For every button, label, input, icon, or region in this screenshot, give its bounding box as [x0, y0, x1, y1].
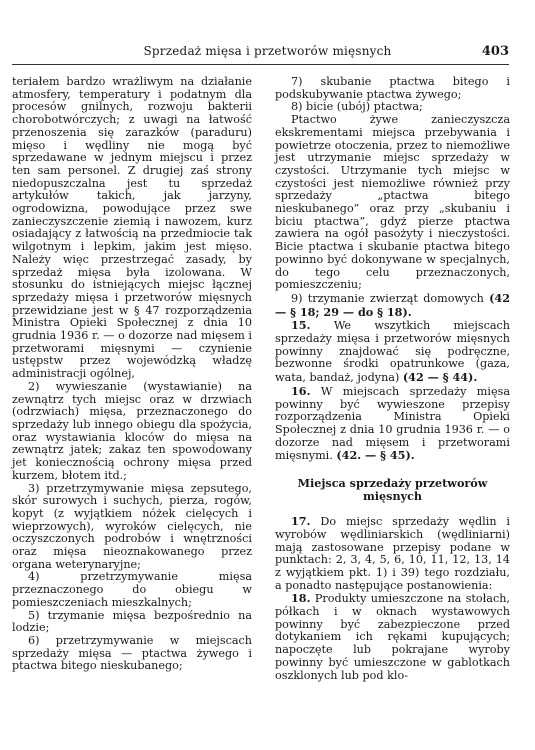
paragraph-16: [275, 385, 510, 463]
list-item-8: 8) bicie (ubój) ptactwa;: [291, 100, 423, 114]
running-title: Sprzedaż mięsa i przetworów mięsnych: [143, 44, 392, 58]
paragraph-18: [275, 592, 510, 682]
header-rule: [12, 64, 509, 65]
paragraph-15: [275, 319, 510, 385]
item-text: 9) trzymanie zwierząt domowych: [291, 291, 484, 305]
right-column: [275, 76, 510, 682]
paragraph-17: [275, 515, 510, 592]
page-number: 403: [481, 44, 509, 59]
page-header: [0, 0, 535, 70]
paragraph: Ptactwo żywe zanieczyszcza ekskrementami miejsca przebywania i powietrze otoczenia, przez to niemożliwe jest utrzymanie miejsc sprzedaży w czystości. Utrzymanie tych miejsc w czystości jest niemożliwe również przy sprzedaży „ptactwa bitego nieskubanego” oraz przy „skubaniu i biciu ptactwa”, gdyż pierze ptactwa zawiera na ogół pasożyty i nieczystości. Bicie ptactwa i skubanie ptactwa bitego powinno być dokonywane w specjalnych, do tego celu przeznaczonych, pomieszczeniu;: [275, 113, 510, 292]
list-item-2: 2) wywieszanie (wystawianie) na zewnątrz tych miejsc oraz w drzwiach (odrzwiach) mięsa, przeznaczonego do sprzedaży lub innego obiegu dla spożycia, oraz wystawiania kloców do mięsa na zewnątrz jatek; zakaz ten spowodowany jet koniecznością ochrony mięsa przed kurzem, błotem itd.;: [12, 379, 252, 482]
paragraph-number: 18.: [291, 591, 311, 606]
paragraph-text: Do miejsc sprzedaży wędlin i wyrobów wędliniarskich (wędliniarni) mają zastosowane przepisy podane w punktach: 2, 3, 4, 5, 6, 10, 11, 12, 13, 14 z wyjątkiem pkt. 1) i 39) tego rozdziału, a ponadto następujące postanowienia:: [275, 515, 510, 592]
list-item-3: 3) przetrzymywanie mięsa zepsutego, skór surowych i suchych, pierza, rogów, kopyt (z wyjątkiem nóżek cielęcych i wieprzowych), wyroków cielęcych, nie oczyszczonych podrobów i wnętrzności oraz mięsa nieoznakowanego przez organa weterynaryjne;: [12, 481, 252, 571]
legal-reference: (42 — § 18; 29 — do § 18).: [275, 290, 511, 319]
paragraph-number: 17.: [291, 514, 311, 529]
paragraph-number: 15.: [291, 318, 311, 333]
list-item-4: 4) przetrzymywanie mięsa przeznaczonego do obiegu w pomieszczeniach mieszkalnych;: [12, 570, 252, 609]
paragraph-text: Produkty umieszczone na stołach, półkach i w oknach wystawowych powinny być zabezpieczone przed dotykaniem ich rękami kupujących; napoczęte lub pokrajane wyroby powinny być umieszczone w gablotkach oszklonych lub pod klo-: [275, 592, 510, 682]
left-column: [12, 76, 252, 673]
list-item-7: 7) skubanie ptactwa bitego i podskubywanie ptactwa żywego;: [275, 75, 510, 101]
paragraph: teriałem bardzo wrażliwym na działanie atmosfery, temperatury i podatnym dla procesów gnilnych, rozwoju bakterii chorobotwórczych; z uwagi na łatwość przenoszenia się zarazków (paraduru) mięso i wędliny nie mogą być sprzedawane w jednym miejscu i przez ten sam personel. Z drugiej zaś strony niedopuszczalna jest tu sprzedaż artykułów takich, jak jarzyny, ogrodowizna, powodujące przez swe zanieczyszczenie ziemią i nawozem, kurz osiadający z łatwością na przedmiocie tak wilgotnym i lepkim, jakim jest mięso. Należy więc przestrzegać zasady, by sprzedaż mięsa była izolowana. W stosunku do istniejących miejsc łącznej sprzedaży mięsa i przetworów mięsnych przewidziane jest w § 47 rozporządzenia Ministra Opieki Społecznej z dnia 10 grudnia 1936 r. — o dozorze nad mięsem i przetworami mięsnymi — czynienie ustępstw przez wojewódzką władzę administracji ogólnej,: [12, 75, 252, 381]
section-heading: Miejsca sprzedaży przetworów mięsnych: [297, 476, 488, 504]
legal-reference: (42. — § 45).: [336, 448, 415, 463]
list-item-5: 5) trzymanie mięsa bezpośrednio na lodzie;: [12, 608, 252, 635]
paragraph-text: We wszytkich miejscach sprzedaży mięsa i przetworów mięsnych powinny znajdować się podręczne, bezwonne środki opatrunkowe (gaza, wata, bandaż, jodyna): [275, 319, 510, 385]
paragraph-number: 16.: [291, 383, 311, 398]
list-item-6: 6) przetrzymywanie w miejscach sprzedaży mięsa — ptactwa żywego i ptactwa bitego nieskubanego;: [12, 633, 252, 673]
legal-reference: (42 — § 44).: [402, 370, 478, 385]
paragraph-text: W miejscach sprzedaży mięsa powinny być wywieszone przepisy rozporządzenia Ministra Opieki Społecznej z dnia 10 grudnia 1936 r. — o dozorze nad mięsem i przetworami mięsnymi.: [275, 384, 511, 463]
list-item-9: [275, 292, 510, 319]
